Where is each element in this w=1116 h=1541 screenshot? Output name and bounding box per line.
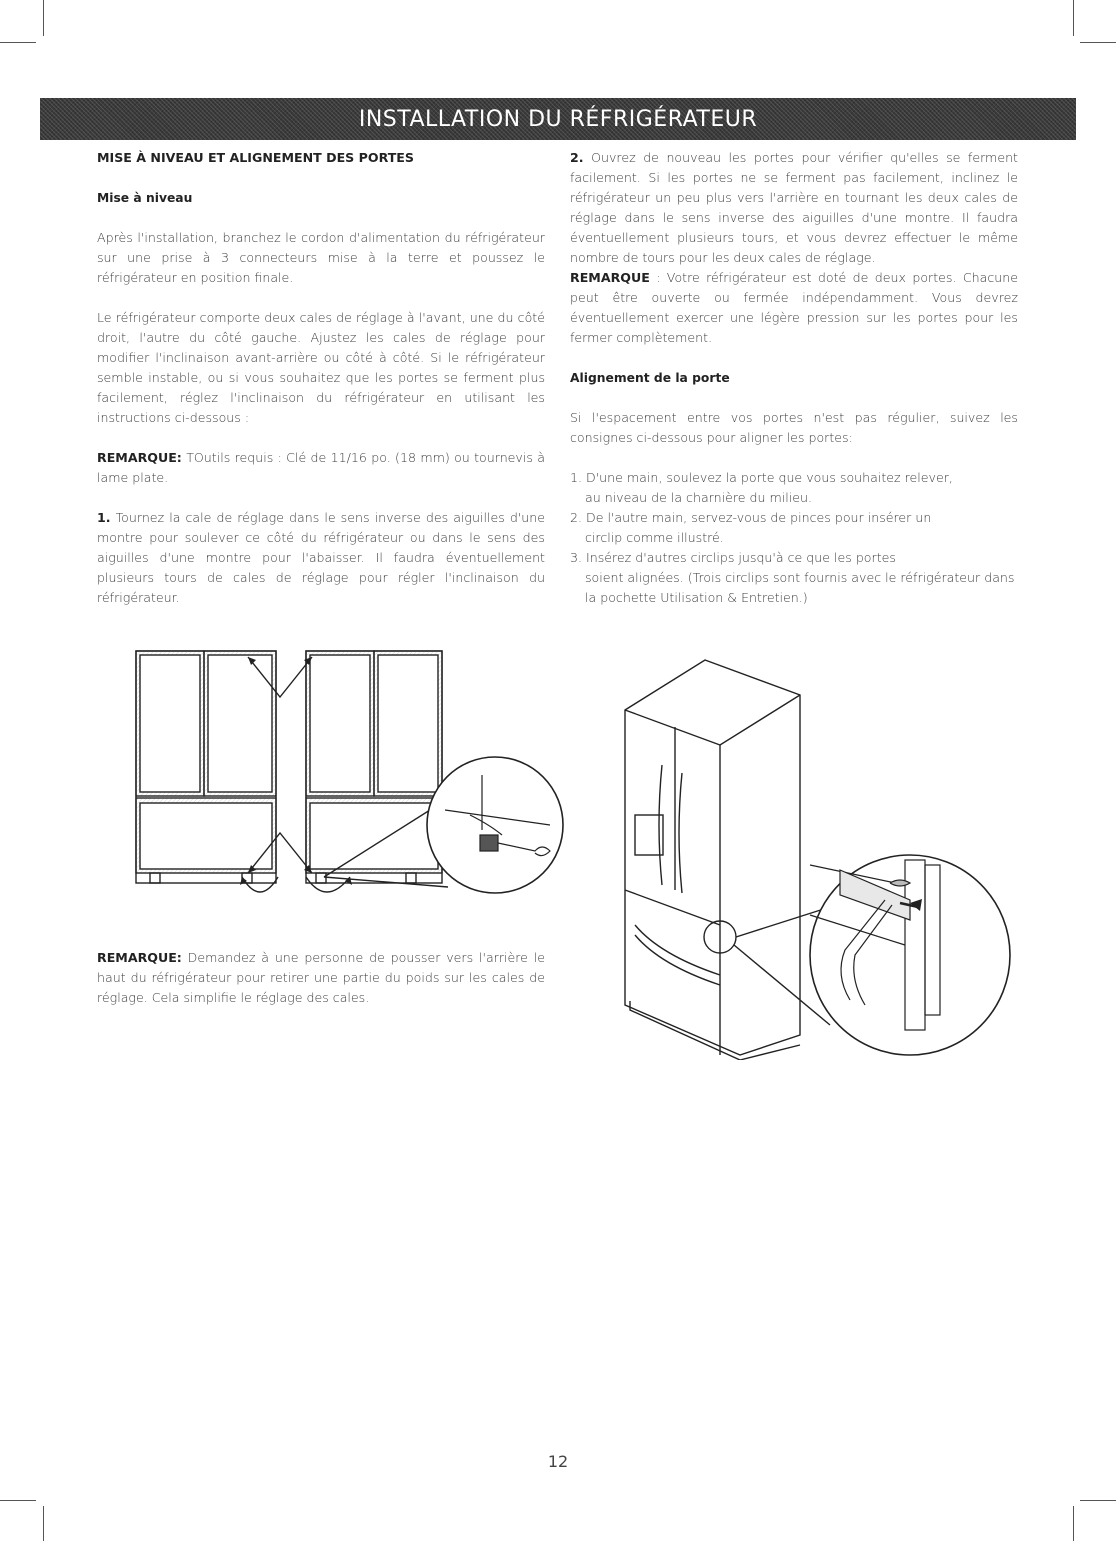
list-item: 1. D'une main, soulevez la porte que vous souhaitez relever, <box>570 470 953 485</box>
step-1 <box>97 508 545 608</box>
left-column <box>97 148 545 608</box>
list-item-continuation: soient alignées. (Trois circlips sont fournis avec le réfrigérateur dans la pochette Utilisation & Entretien.) <box>585 570 1015 605</box>
list-item-continuation: au niveau de la charnière du milieu. <box>585 490 812 505</box>
step-text: Tournez la cale de réglage dans le sens inverse des aiguilles d'une montre pour soulever ce côté du réfrigérateur ou dans le sens des aiguilles d'une montre pour l'abaisser. Il faudra éventuellement plusieurs tours de cales de réglage pour régler l'inclinaison du réfrigérateur. <box>97 510 545 605</box>
subheading-leveling: Mise à niveau <box>97 191 193 205</box>
crop-mark <box>1080 42 1116 43</box>
alignment-steps <box>570 468 1018 608</box>
paragraph: Le réfrigérateur comporte deux cales de réglage à l'avant, une du côté droit, l'autre du côté gauche. Ajustez les cales de réglage pour modifier l'inclinaison avant-arrière ou côté à côté. Si le réfrigérateur semble instable, ou si vous souhaitez que les portes se ferment plus facilement, réglez l'inclinaison du réfrigérateur en utilisant les instructions ci-dessous : <box>97 310 545 425</box>
crop-mark <box>1080 1500 1116 1501</box>
note-label: REMARQUE: <box>97 950 182 965</box>
note-label: REMARQUE: <box>97 450 182 465</box>
right-column <box>570 148 1018 608</box>
paragraph: Après l'installation, branchez le cordon d'alimentation du réfrigérateur sur une prise à 3 connecteurs mise à la terre et poussez le réfrigérateur en position finale. <box>97 230 545 285</box>
step-number: 2. <box>570 150 584 165</box>
section-banner <box>40 98 1076 140</box>
page-number: 12 <box>547 1452 569 1471</box>
crop-mark <box>1073 0 1074 36</box>
crop-mark <box>0 42 36 43</box>
note-tools <box>97 448 545 488</box>
crop-mark <box>43 1506 44 1541</box>
list-item: 2. De l'autre main, servez-vous de pinces pour insérer un <box>570 510 932 525</box>
paragraph: Si l'espacement entre vos portes n'est pas régulier, suivez les consignes ci-dessous pour aligner les portes: <box>570 410 1018 445</box>
leveling-illustration <box>130 645 570 915</box>
list-item: 3. Insérez d'autres circlips jusqu'à ce que les portes <box>570 550 896 565</box>
step-2 <box>570 148 1018 268</box>
note-text: Demandez à une personne de pousser vers l'arrière le haut du réfrigérateur pour retirer une partie du poids sur les cales de réglage. Cela simplifie le réglage des cales. <box>97 950 545 1005</box>
crop-mark <box>43 0 44 36</box>
banner-title: INSTALLATION DU RÉFRIGÉRATEUR <box>358 106 758 132</box>
subheading-alignment: Alignement de la porte <box>570 371 730 385</box>
note-text: : Votre réfrigérateur est doté de deux portes. Chacune peut être ouverte ou fermée indépendamment. Vous devrez éventuellement exercer une légère pression sur les portes pour les fermer complètement. <box>570 270 1018 345</box>
note-weight <box>97 948 545 1008</box>
crop-mark <box>0 1500 36 1501</box>
note-text: TOutils requis : Clé de 11/16 po. (18 mm) ou tournevis à lame plate. <box>97 450 545 485</box>
note-label: REMARQUE <box>570 270 650 285</box>
note-doors <box>570 268 1018 348</box>
step-number: 1. <box>97 510 111 525</box>
door-alignment-illustration <box>600 655 1020 1060</box>
crop-mark <box>1073 1506 1074 1541</box>
list-item-continuation: circlip comme illustré. <box>585 530 724 545</box>
section-heading: MISE À NIVEAU ET ALIGNEMENT DES PORTES <box>97 150 414 165</box>
step-text: Ouvrez de nouveau les portes pour vérifier qu'elles se ferment facilement. Si les portes ne se ferment pas facilement, inclinez le réfrigérateur un peu plus vers l'arrière en tournant les deux cales de réglage dans le sens inverse des aiguilles d'une montre. Il faudra éventuellement plusieurs tours, et vous devrez effectuer le même nombre de tours pour les deux cales de réglage. <box>570 150 1018 265</box>
